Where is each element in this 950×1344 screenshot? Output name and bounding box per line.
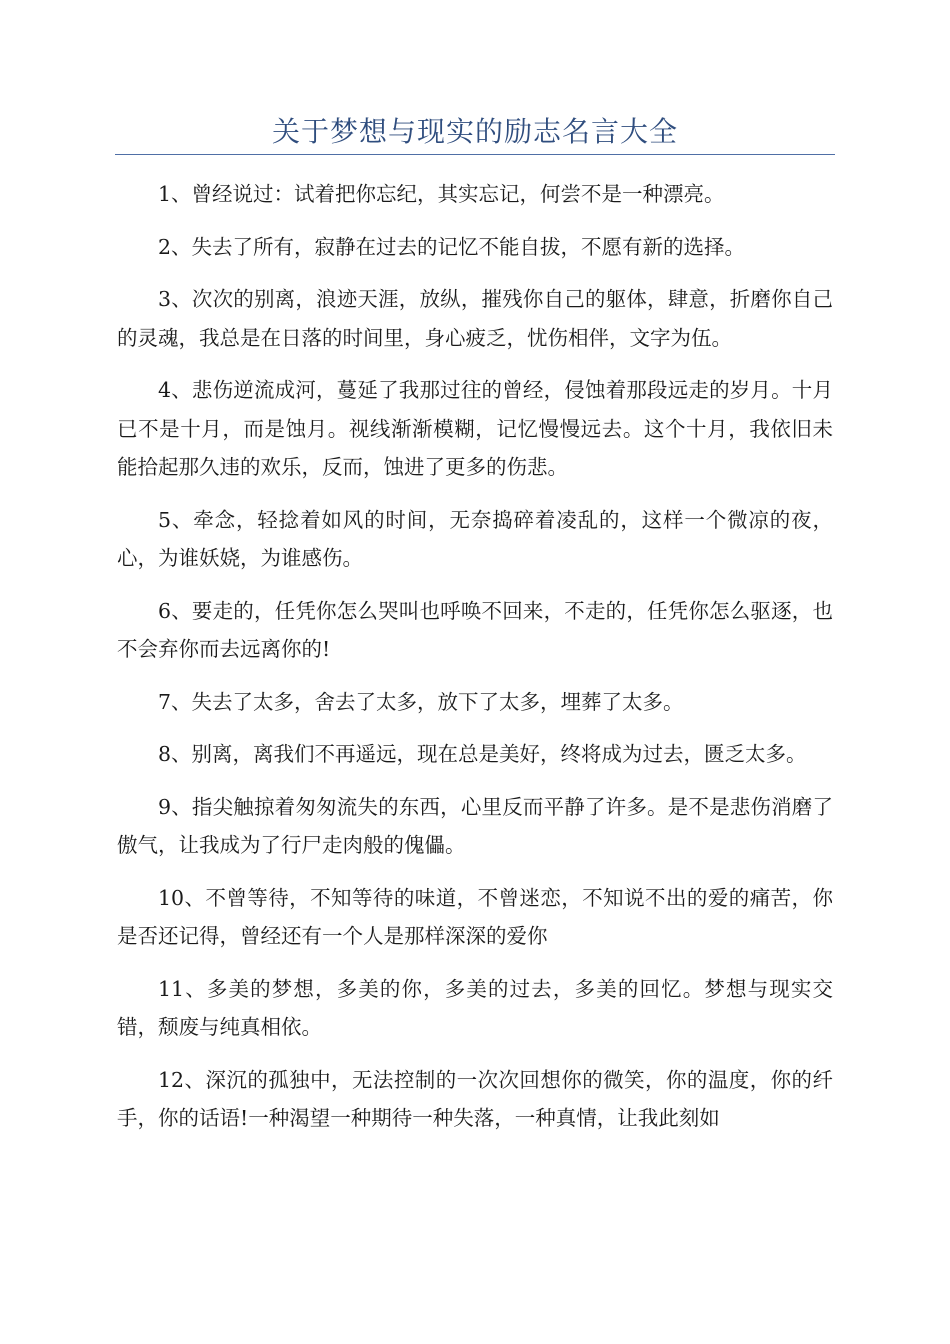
quote-paragraph-1: 1、曾经说过：试着把你忘纪，其实忘记，何尝不是一种漂亮。: [158, 182, 725, 206]
quote-paragraph-2: 2、失去了所有，寂静在过去的记忆不能自拔，不愿有新的选择。: [158, 234, 746, 259]
quote-paragraph-4: 4、悲伤逆流成河，蔓延了我那过往的曾经，侵蚀着那段远走的岁月。十月已不是十月，而是蚀月。视线渐渐模糊，记忆慢慢远去。这个十月，我依旧未能拾起那久违的欢乐，反而，蚀进了更多的伤悲。: [117, 378, 833, 479]
quote-paragraph-11: 11、多美的梦想，多美的你，多美的过去，多美的回忆。梦想与现实交错，颓废与纯真相依。: [117, 976, 833, 1039]
document-body: [117, 175, 833, 1152]
quote-paragraph-6: 6、要走的，任凭你怎么哭叫也呼唤不回来，不走的，任凭你怎么驱逐，也不会弃你而去远离你的!: [117, 598, 833, 661]
quote-paragraph-5: 5、牵念，轻捻着如风的时间，无奈捣碎着凌乱的，这样一个微凉的夜，心，为谁妖娆，为谁感伤。: [117, 507, 833, 570]
quote-paragraph-10: 10、不曾等待，不知等待的味道，不曾迷恋，不知说不出的爱的痛苦，你是否还记得，曾经还有一个人是那样深深的爱你: [117, 885, 833, 948]
title-underline: [115, 154, 835, 155]
quote-paragraph-9: 9、指尖触掠着匆匆流失的东西，心里反而平静了许多。是不是悲伤消磨了傲气，让我成为了行尸走肉般的傀儡。: [117, 794, 833, 857]
quote-paragraph-8: 8、别离，离我们不再遥远，现在总是美好，终将成为过去，匮乏太多。: [158, 742, 807, 766]
quote-paragraph-3: 3、次次的别离，浪迹天涯，放纵，摧残你自己的躯体，肆意，折磨你自己的灵魂，我总是在日落的时间里，身心疲乏，忧伤相伴，文字为伍。: [117, 287, 833, 350]
quote-paragraph-7: 7、失去了太多，舍去了太多，放下了太多，埋葬了太多。: [158, 689, 684, 714]
document-title: 关于梦想与现实的励志名言大全: [271, 115, 678, 148]
quote-paragraph-12: 12、深沉的孤独中，无法控制的一次次回想你的微笑，你的温度，你的纤手，你的话语!一种渴望一种期待一种失落，一种真情，让我此刻如: [117, 1067, 833, 1130]
